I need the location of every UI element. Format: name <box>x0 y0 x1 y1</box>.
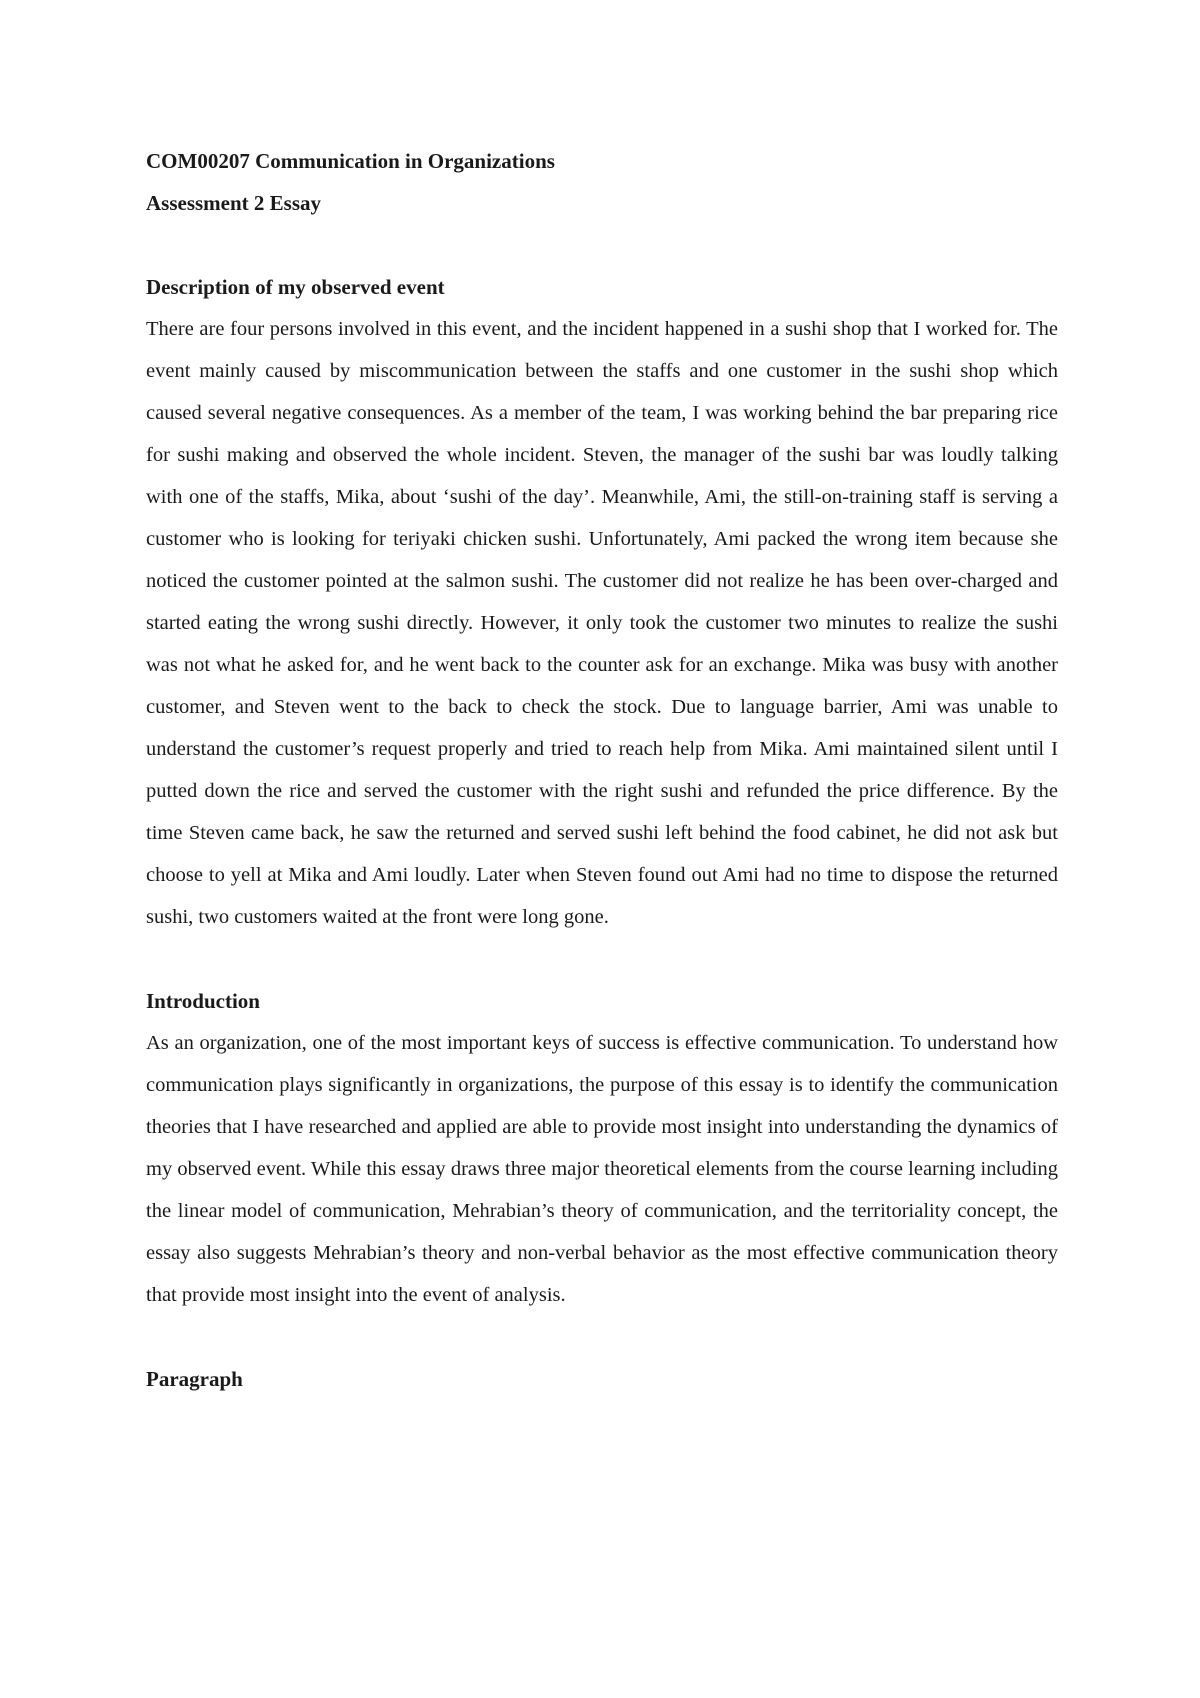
assessment-title: Assessment 2 Essay <box>146 191 322 215</box>
section-heading-paragraph: Paragraph <box>146 1367 243 1391</box>
section-heading-observed-event: Description of my observed event <box>146 275 445 299</box>
course-title: COM00207 Communication in Organizations <box>146 149 555 173</box>
spacer <box>146 224 1058 266</box>
section-body-introduction: As an organization, one of the most important keys of success is effective communication. To understand how communication plays significantly in organizations, the purpose of this essay is to identify the communication theories that I have researched and applied are able to provide most insight into understanding the dynamics of my observed event. While this essay draws three major theoretical elements from the course learning including the linear model of communication, Mehrabian’s theory of communication, and the territoriality concept, the essay also suggests Mehrabian’s theory and non-verbal behavior as the most effective communication theory that provide most insight into the event of analysis. <box>146 1032 1058 1306</box>
spacer <box>146 1316 1058 1358</box>
section-body-observed-event: There are four persons involved in this event, and the incident happened in a sushi shop that I worked for. The event mainly caused by miscommunication between the staffs and one customer in the sushi shop which caused several negative consequences. As a member of the team, I was working behind the bar preparing rice for sushi making and observed the whole incident. Steven, the manager of the sushi bar was loudly talking with one of the staffs, Mika, about ‘sushi of the day’. Meanwhile, Ami, the still-on-training staff is serving a customer who is looking for teriyaki chicken sushi. Unfortunately, Ami packed the wrong item because she noticed the customer pointed at the salmon sushi. The customer did not realize he has been over-charged and started eating the wrong sushi directly. However, it only took the customer two minutes to realize the sushi was not what he asked for, and he went back to the counter ask for an exchange. Mika was busy with another customer, and Steven went to the back to check the stock. Due to language barrier, Ami was unable to understand the customer’s request properly and tried to reach help from Mika. Ami maintained silent until I putted down the rice and served the customer with the right sushi and refunded the price difference. By the time Steven came back, he saw the returned and served sushi left behind the food cabinet, he did not ask but choose to yell at Mika and Ami loudly. Later when Steven found out Ami had no time to dispose the returned sushi, two customers waited at the front were long gone. <box>146 318 1058 928</box>
section-heading-introduction: Introduction <box>146 989 260 1013</box>
spacer <box>146 938 1058 980</box>
document-page <box>146 140 1058 1400</box>
